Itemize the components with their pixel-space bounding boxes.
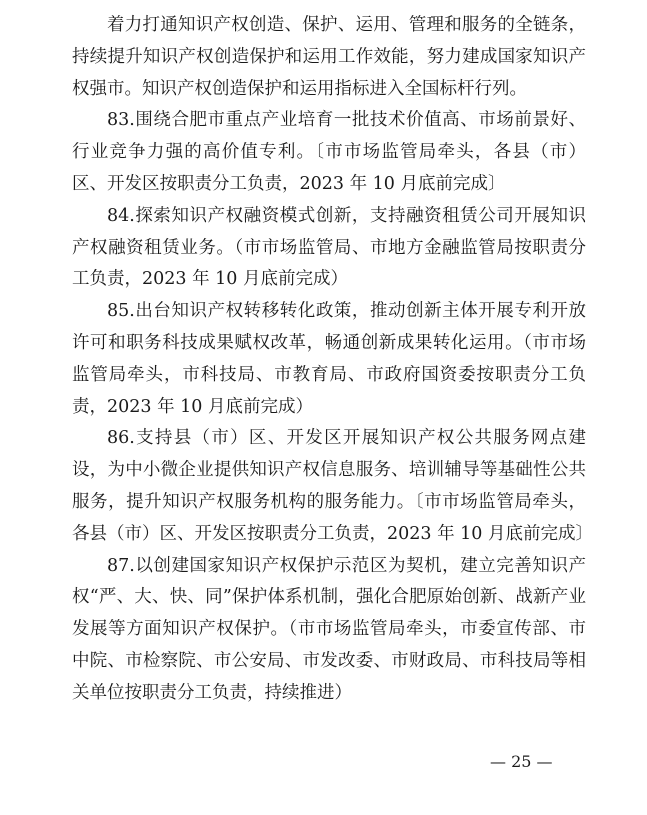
paragraph-item-86: 86.支持县（市）区、开发区开展知识产权公共服务网点建设，为中小微企业提供知识产权信息服务、培训辅导等基础性公共服务，提升知识产权服务机构的服务能力。〔市市场监管局牵头，各县（市）区、开发区按职责分工负责，2023 年 10 月底前完成〕 bbox=[72, 428, 593, 544]
paragraph-item-83: 83.围绕合肥市重点产业培育一批技术价值高、市场前景好、行业竞争力强的高价值专利。〔市市场监管局牵头，各县（市）区、开发区按职责分工负责，2023 年 10 月底前完成〕 bbox=[72, 110, 586, 194]
page-number: — 25 — bbox=[490, 752, 553, 771]
paragraph-item-87: 87.以创建国家知识产权保护示范区为契机，建立完善知识产权“严、大、快、同”保护体系机制，强化合肥原始创新、战新产业发展等方面知识产权保护。（市市场监管局牵头，市委宣传部、市中院、市检察院、市公安局、市发改委、市财政局、市科技局等相关单位按职责分工负责，持续推进） bbox=[72, 555, 586, 703]
paragraph-intro: 着力打通知识产权创造、保护、运用、管理和服务的全链条，持续提升知识产权创造保护和运用工作效能，努力建成国家知识产权强市。知识产权创造保护和运用指标进入全国标杆行列。 bbox=[72, 15, 586, 99]
body-text bbox=[72, 10, 593, 710]
paragraph-item-85: 85.出台知识产权转移转化政策，推动创新主体开展专利开放许可和职务科技成果赋权改革，畅通创新成果转化运用。（市市场监管局牵头，市科技局、市教育局、市政府国资委按职责分工负责，2023 年 10 月底前完成） bbox=[72, 301, 586, 417]
paragraph-item-84: 84.探索知识产权融资模式创新，支持融资租赁公司开展知识产权融资租赁业务。（市市场监管局、市地方金融监管局按职责分工负责，2023 年 10 月底前完成） bbox=[72, 205, 586, 290]
